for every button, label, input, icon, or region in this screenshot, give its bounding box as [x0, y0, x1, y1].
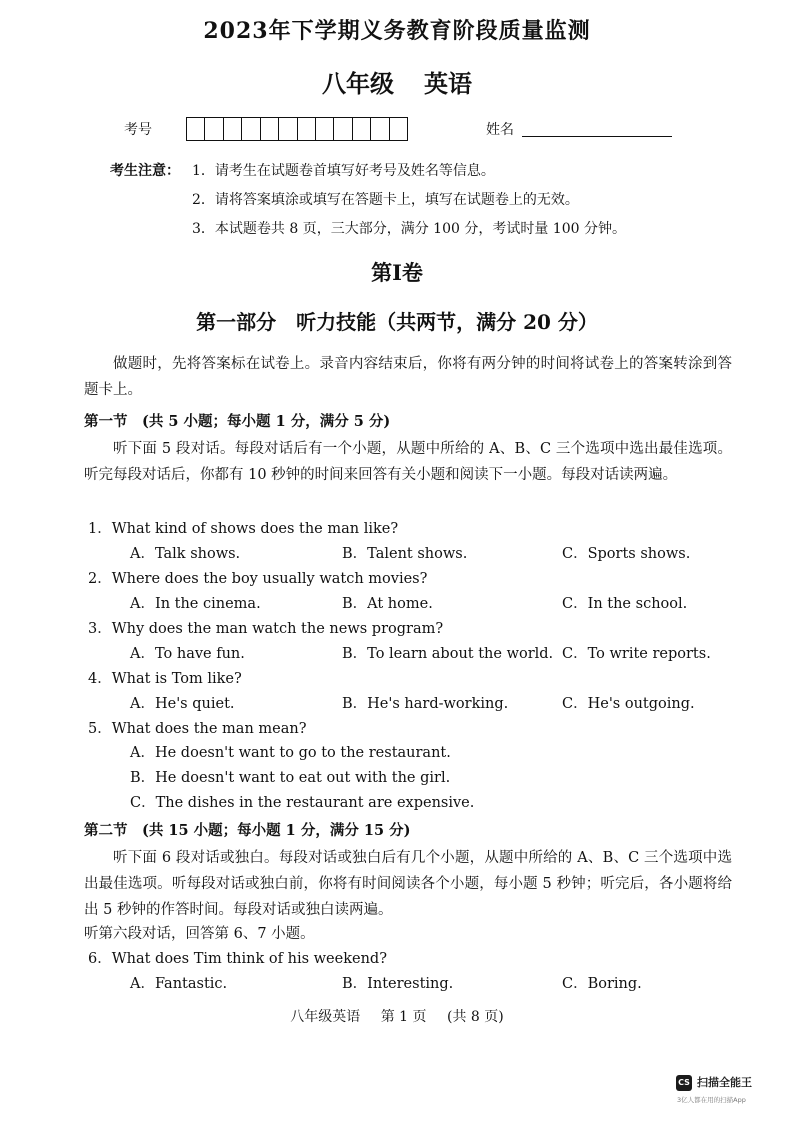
option-b: B．Talent shows. — [342, 546, 468, 562]
subject-label: 英语 — [424, 69, 472, 98]
option-b: B．At home. — [342, 596, 433, 612]
part-one-intro: 做题时，先将答案标在试卷上。录音内容结束后，你将有两分钟的时间将试卷上的答案转涂到答题卡上。 — [84, 356, 732, 398]
question-stem: 3．Why does the man watch the news program? — [88, 621, 444, 637]
section-two-lead: 听第六段对话，回答第 6、7 小题。 — [84, 926, 315, 942]
option-b: B．Interesting. — [342, 976, 454, 992]
notice-label: 考生注意： — [110, 163, 180, 179]
option-a: A．To have fun. — [130, 646, 245, 662]
footer-total-pages: (共 8 页) — [446, 1009, 504, 1025]
notice-item: 3．本试题卷共 8 页，三大部分，满分 100 分，考试时量 100 分钟。 — [192, 221, 626, 237]
option-a: A．He's quiet. — [130, 696, 235, 712]
option-c: C．The dishes in the restaurant are expensive. — [130, 795, 475, 811]
grade-label: 八年级 — [322, 69, 394, 98]
scanner-logo-icon: CS — [676, 1075, 692, 1091]
footer-subject: 八年级英语 — [290, 1009, 361, 1025]
option-c: C．Boring. — [562, 976, 642, 992]
grade-subject-heading — [0, 64, 794, 99]
option-a: A．In the cinema. — [130, 596, 261, 612]
option-b: B．To learn about the world. — [342, 646, 554, 662]
question-stem: 1．What kind of shows does the man like? — [88, 521, 399, 537]
option-a: A．He doesn't want to go to the restaurant. — [130, 745, 451, 761]
section-one-instructions: 听下面 5 段对话。每段对话后有一个小题，从题中所给的 A、B、C 三个选项中选出最佳选项。听完每段对话后，你都有 10 秒钟的时间来回答有关小题和阅读下一小题。每段对话读两遍。 — [84, 441, 732, 483]
footer-page-number: 第 1 页 — [380, 1009, 427, 1025]
option-b: B．He's hard-working. — [342, 696, 509, 712]
name-field[interactable] — [522, 136, 672, 137]
exam-number-label: 考号 — [124, 122, 152, 138]
volume-title: 第Ⅰ卷 — [371, 260, 423, 285]
section-one-title: 第一节 (共 5 小题；每小题 1 分，满分 5 分) — [84, 413, 391, 430]
question-stem: 2．Where does the boy usually watch movies? — [88, 571, 428, 587]
part-one-title: 第一部分 听力技能（共两节，满分 20 分） — [196, 310, 598, 334]
exam-title: 2023年下学期义务教育阶段质量监测 — [203, 18, 591, 44]
page-footer — [0, 1006, 794, 1026]
scanner-tagline: 3亿人都在用的扫描App — [677, 1096, 746, 1104]
option-a: A．Fantastic. — [130, 976, 228, 992]
question-stem: 4．What is Tom like? — [88, 671, 242, 687]
notice-item: 2．请将答案填涂或填写在答题卡上，填写在试题卷上的无效。 — [192, 192, 579, 208]
option-c: C．He's outgoing. — [562, 696, 695, 712]
name-label: 姓名 — [486, 122, 514, 138]
section-two-instructions: 听下面 6 段对话或独白。每段对话或独白后有几个小题，从题中所给的 A、B、C 三个选项中选出最佳选项。听每段对话或独白前，你将有时间阅读各个小题，每小题 5 秒钟；听完后，各小题将给出 5 秒钟的作答时间。每段对话或独白读两遍。 — [84, 850, 732, 918]
question-stem: 5．What does the man mean? — [88, 721, 307, 737]
section-two-title: 第二节 (共 15 小题；每小题 1 分，满分 15 分) — [84, 822, 411, 839]
question-stem: 6．What does Tim think of his weekend? — [88, 951, 387, 967]
option-c: C．Sports shows. — [562, 546, 691, 562]
option-c: C．In the school. — [562, 596, 688, 612]
option-c: C．To write reports. — [562, 646, 711, 662]
notice-item: 1．请考生在试题卷首填写好考号及姓名等信息。 — [192, 163, 495, 179]
option-b: B．He doesn't want to eat out with the girl. — [130, 770, 451, 786]
exam-number-boxes[interactable] — [186, 117, 408, 141]
scanner-app-name: 扫描全能王 — [697, 1076, 752, 1089]
option-a: A．Talk shows. — [130, 546, 241, 562]
